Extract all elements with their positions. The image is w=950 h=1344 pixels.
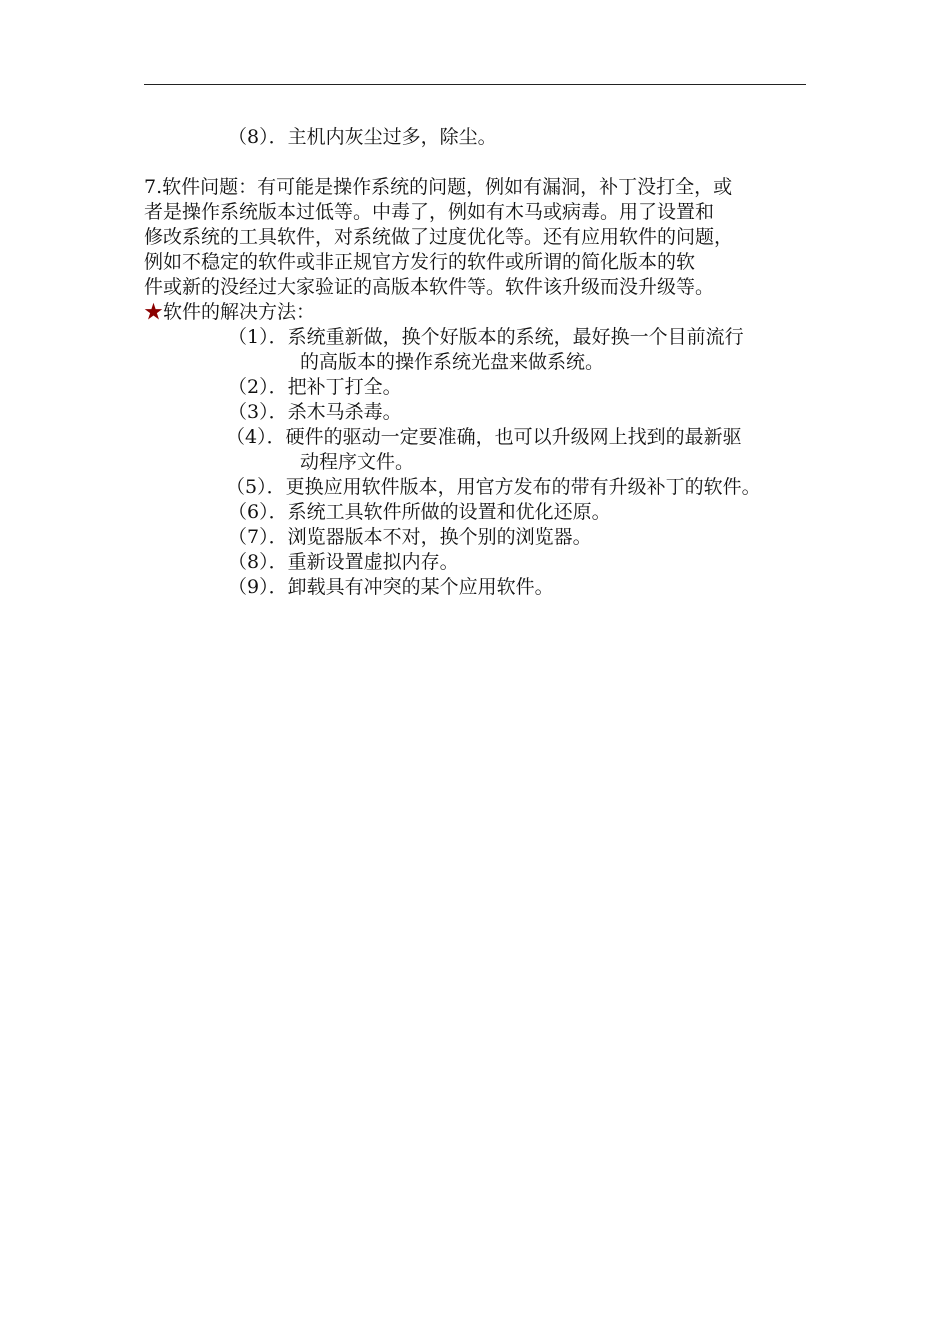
solution-item-2: （2）．把补丁打全。	[228, 376, 402, 398]
solution-item-1: （1）．系统重新做，换个好版本的系统，最好换一个目前流行	[228, 326, 744, 348]
dust-item: （8）．主机内灰尘过多，除尘。	[228, 126, 497, 148]
solution-item-1-cont: 的高版本的操作系统光盘来做系统。	[300, 351, 605, 373]
section7-line-3: 修改系统的工具软件，对系统做了过度优化等。还有应用软件的问题，	[144, 226, 734, 248]
solution-item-5: （5）．更换应用软件版本，用官方发布的带有升级补丁的软件。	[226, 476, 761, 498]
header-rule	[144, 84, 806, 85]
solution-item-4-cont: 动程序文件。	[300, 451, 415, 473]
solution-item-6: （6）．系统工具软件所做的设置和优化还原。	[228, 501, 611, 523]
solution-item-4: （4）．硬件的驱动一定要准确，也可以升级网上找到的最新驱	[226, 426, 742, 448]
solutions-heading: 软件的解决方法：	[163, 301, 316, 323]
solution-item-8: （8）．重新设置虚拟内存。	[228, 551, 459, 573]
section7-line-1: 7.软件问题：有可能是操作系统的问题，例如有漏洞，补丁没打全，或	[144, 176, 733, 198]
solution-item-9: （9）．卸载具有冲突的某个应用软件。	[228, 576, 554, 598]
section7-line-4: 例如不稳定的软件或非正规官方发行的软件或所谓的简化版本的软	[144, 251, 696, 273]
star-icon: ★	[144, 301, 164, 323]
solution-item-3: （3）．杀木马杀毒。	[228, 401, 402, 423]
section7-line-2: 者是操作系统版本过低等。中毒了，例如有木马或病毒。用了设置和	[144, 201, 715, 223]
solutions-heading-row	[144, 300, 824, 325]
section7-line-5: 件或新的没经过大家验证的高版本软件等。软件该升级而没升级等。	[144, 276, 715, 298]
solution-item-7: （7）．浏览器版本不对，换个别的浏览器。	[228, 526, 592, 548]
